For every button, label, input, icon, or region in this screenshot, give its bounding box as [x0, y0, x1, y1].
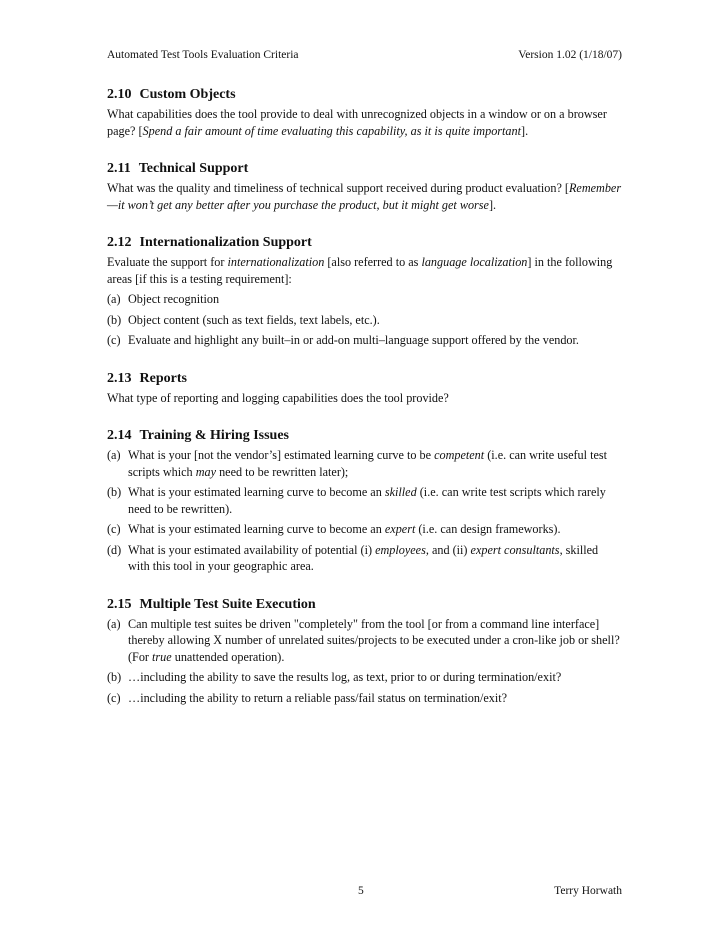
section-number: 2.13: [107, 370, 132, 386]
text-run: …including the ability to save the results log, as text, prior to or during termination/exit?: [128, 670, 562, 684]
header-document-title: Automated Test Tools Evaluation Criteria: [107, 49, 299, 61]
text-run: and (ii): [428, 542, 471, 557]
list-item-label: (c): [107, 690, 121, 705]
section-2-15: [107, 596, 622, 707]
list-item-label: (b): [107, 670, 122, 684]
text-run: [also referred to as: [324, 255, 422, 269]
text-run: What is your [not the vendor’s] estimated learning curve to be: [128, 448, 435, 462]
text-run: ] in the following areas [if this is a testing requirement]:: [107, 255, 613, 286]
emphasis-text: Spend a fair amount of time evaluating this capability, as it is quite important: [142, 123, 522, 138]
text-run: need to be rewritten later);: [216, 464, 349, 479]
emphasis-text: employees,: [375, 542, 429, 557]
text-run: ].: [488, 197, 497, 212]
section-number: 2.12: [107, 235, 132, 250]
emphasis-text: competent: [434, 448, 485, 462]
list-item: [107, 447, 622, 480]
section-title: Reports: [139, 370, 187, 386]
list-item-label: (b): [107, 312, 122, 327]
section-heading: [107, 370, 622, 387]
section-title: Internationalization Support: [139, 235, 312, 250]
list-item-label: (c): [107, 522, 121, 536]
list-item-label: (a): [107, 616, 121, 631]
text-run: …including the ability to return a reliable pass/fail status on termination/exit?: [128, 690, 508, 705]
list-item: [107, 291, 622, 308]
document-body: [107, 86, 622, 727]
list-item: [107, 690, 622, 707]
section-2-10: [107, 86, 622, 139]
emphasis-text: expert: [384, 522, 416, 536]
text-run: (i.e. can design frameworks).: [415, 522, 561, 536]
section-title: Multiple Test Suite Execution: [139, 596, 316, 612]
text-run: , skilled with this tool in your geographic area.: [128, 542, 599, 573]
section-2-13: [107, 370, 622, 407]
section-number: 2.14: [107, 428, 132, 443]
section-heading: [107, 86, 622, 103]
emphasis-text: skilled: [384, 485, 417, 499]
section-title: Custom Objects: [139, 87, 236, 102]
header-version: Version 1.02 (1/18/07): [518, 49, 622, 61]
list-item-label: (a): [107, 292, 121, 306]
section-heading: [107, 596, 622, 613]
section-number: 2.10: [107, 87, 132, 102]
text-run: What is your estimated learning curve to become an: [128, 485, 385, 499]
text-run: (i.e. can write test scripts which rarely need to be rewritten).: [128, 485, 606, 516]
text-run: Evaluate and highlight any built–in or add-on multi–language support offered by the vendor.: [128, 333, 579, 347]
list-item: [107, 332, 622, 349]
list-item-label: (c): [107, 333, 121, 347]
text-run: What was the quality and timeliness of technical support received during product evaluation? [: [107, 181, 569, 195]
emphasis-text: language localization: [421, 255, 528, 269]
text-run: ].: [521, 123, 529, 138]
section-paragraph: [107, 106, 622, 139]
section-2-14: [107, 427, 622, 575]
section-title: Training & Hiring Issues: [139, 428, 289, 443]
section-heading: [107, 234, 622, 251]
text-run: What is your estimated learning curve to become an: [128, 522, 385, 536]
section-paragraph: [107, 390, 622, 407]
text-run: Object recognition: [128, 292, 220, 306]
section-number: 2.15: [107, 596, 132, 612]
emphasis-text: expert consultants: [470, 542, 560, 557]
footer-author: Terry Horwath: [554, 885, 622, 897]
text-run: unattended operation).: [171, 649, 285, 664]
list-item-label: (b): [107, 485, 122, 499]
list-item: [107, 616, 622, 666]
section-heading: [107, 427, 622, 444]
page-number: 5: [358, 885, 364, 897]
list-item: [107, 521, 622, 538]
section-title: Technical Support: [138, 161, 249, 176]
list-item-label: (a): [107, 448, 121, 462]
text-run: What capabilities does the tool provide to deal with unrecognized objects in a window or on a browser page? [: [107, 107, 607, 138]
text-run: Evaluate the support for: [107, 255, 228, 269]
list-item: [107, 542, 622, 575]
section-heading: [107, 160, 622, 177]
section-paragraph: [107, 254, 622, 287]
section-number: 2.11: [107, 161, 131, 176]
list-item: [107, 669, 622, 686]
emphasis-text: internationalization: [227, 255, 325, 269]
text-run: What type of reporting and logging capabilities does the tool provide?: [107, 390, 449, 405]
text-run: Can multiple test suites be driven "completely" from the tool [or from a command line interface] thereby allowing X number of unrelated suites/projects to be executed under a cron-like job or shell? (For: [128, 616, 620, 664]
document-page: [107, 0, 622, 942]
text-run: (i.e. can write useful test scripts which: [128, 448, 608, 479]
list-item-label: (d): [107, 542, 122, 557]
section-2-11: [107, 160, 622, 213]
text-run: Object content (such as text fields, text labels, etc.).: [128, 312, 380, 327]
section-paragraph: [107, 180, 622, 213]
section-2-12: [107, 234, 622, 349]
emphasis-text: Remember—it won’t get any better after you purchase the product, but it might get worse: [107, 181, 622, 212]
emphasis-text: may: [195, 464, 217, 479]
text-run: What is your estimated availability of potential (i): [128, 542, 376, 557]
list-item: [107, 312, 622, 329]
emphasis-text: true: [152, 649, 172, 664]
list-item: [107, 484, 622, 517]
